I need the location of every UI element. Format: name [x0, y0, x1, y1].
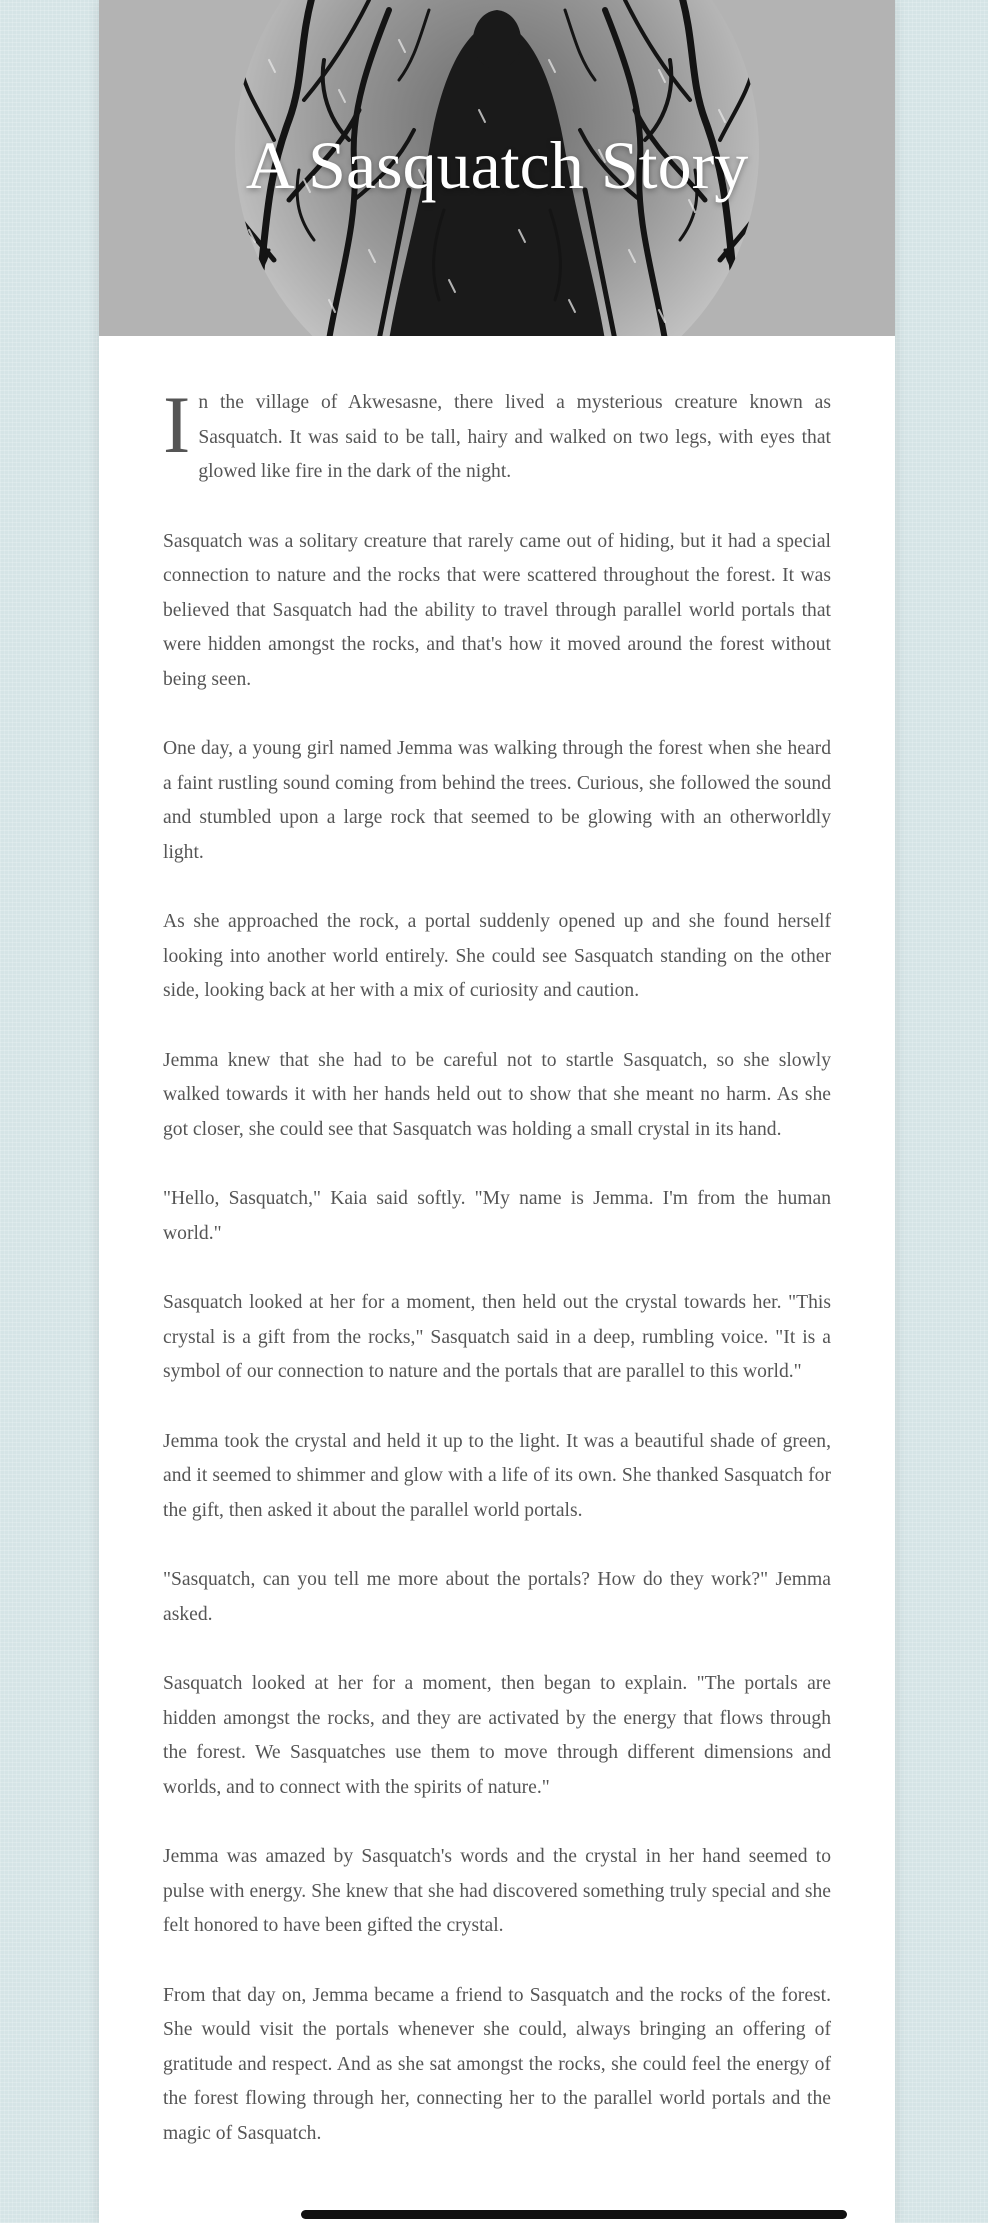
story-paragraph: [163, 379, 831, 490]
story-paragraph: Jemma took the crystal and held it up to the light. It was a beautiful shade of green, and it seemed to shimmer and glow with a life of its own. She thanked Sasquatch for the gift, then asked it about the parallel world portals.: [163, 1430, 831, 1521]
story-paragraph: Sasquatch looked at her for a moment, then held out the crystal towards her. "This crystal is a gift from the rocks," Sasquatch said in a deep, rumbling voice. "It is a symbol of our connection to nature and the portals that are parallel to this world.": [163, 1292, 831, 1382]
hero-banner: [99, 0, 895, 336]
story-page: [99, 0, 895, 2223]
story-paragraph: Jemma knew that she had to be careful not to startle Sasquatch, so she slowly walked towards it with her hands held out to show that she meant no harm. As she got closer, she could see that Sasquatch was holding a small crystal in its hand.: [163, 1049, 831, 1140]
drop-cap: I: [163, 379, 191, 470]
story-paragraph: From that day on, Jemma became a friend to Sasquatch and the rocks of the forest. She would visit the portals whenever she could, always bringing an offering of gratitude and respect. And as she sat amongst the rocks, she could feel the energy of the forest flowing through her, connecting her to the parallel world portals and the magic of Sasquatch.: [163, 1984, 831, 2144]
story-paragraph: "Sasquatch, can you tell me more about the portals? How do they work?" Jemma asked.: [163, 1569, 831, 1625]
story-title: A Sasquatch Story: [245, 127, 749, 203]
story-paragraph: Sasquatch looked at her for a moment, then began to explain. "The portals are hidden amongst the rocks, and they are activated by the energy that flows through the forest. We Sasquatches use them to move through different dimensions and worlds, and to connect with the spirits of nature.": [163, 1673, 831, 1798]
story-paragraph: Jemma was amazed by Sasquatch's words and the crystal in her hand seemed to pulse with energy. She knew that she had discovered something truly special and she felt honored to have been gifted the crystal.: [163, 1846, 831, 1936]
home-indicator[interactable]: [301, 2210, 847, 2219]
story-paragraph: As she approached the rock, a portal suddenly opened up and she found herself looking into another world entirely. She could see Sasquatch standing on the other side, looking back at her with a mix of curiosity and caution.: [163, 911, 831, 1001]
story-paragraph: "Hello, Sasquatch," Kaia said softly. "My name is Jemma. I'm from the human world.": [163, 1188, 831, 1244]
first-paragraph-text: n the village of Akwesasne, there lived a mysterious creature known as Sasquatch. It was said to be tall, hairy and walked on two legs, with eyes that glowed like fire in the dark of the night.: [198, 392, 831, 482]
story-paragraph: One day, a young girl named Jemma was walking through the forest when she heard a faint rustling sound coming from behind the trees. Curious, she followed the sound and stumbled upon a large rock that seemed to be glowing with an otherworldly light.: [163, 738, 831, 863]
story-body: [163, 379, 831, 2186]
story-paragraph: Sasquatch was a solitary creature that rarely came out of hiding, but it had a special connection to nature and the rocks that were scattered throughout the forest. It was believed that Sasquatch had the ability to travel through parallel world portals that were hidden amongst the rocks, and that's how it moved around the forest without being seen.: [163, 530, 831, 690]
